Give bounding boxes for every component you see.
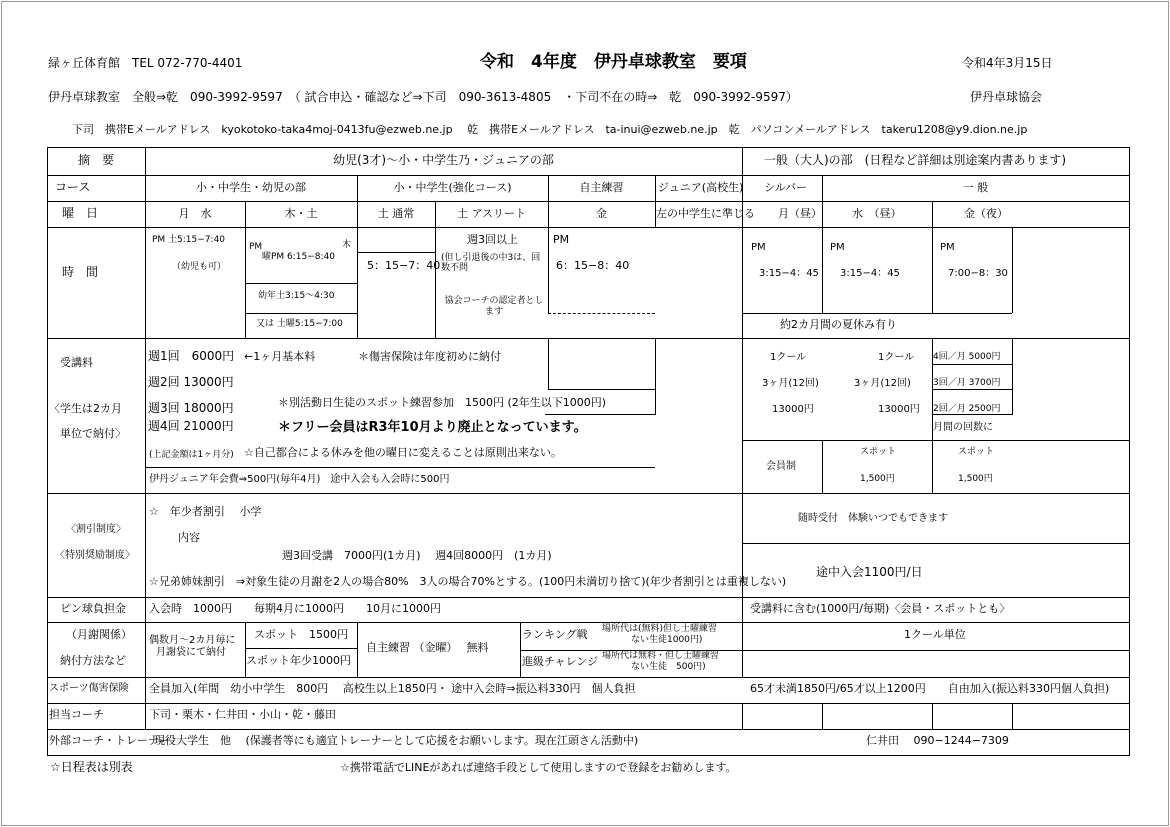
spot-label-1: スポット (860, 447, 897, 457)
fri-fee-2: 2回／月 2500円 (933, 404, 1001, 414)
monthly-spot: スポット 1500円 (254, 628, 348, 641)
ball-fee-junior: 入会時 1000円 毎期4月に1000円 10月に1000円 (149, 602, 441, 615)
silver-period: 3ヶ月(12回) (762, 378, 819, 389)
label-fee-note1: 〈学生は2カ月 (49, 402, 122, 415)
summer-break-note: 約2カ月間の夏休み有り (780, 318, 897, 331)
fee-annual-note: 伊丹ジュニア年会費⇒500円(毎年4月) 途中入会も入会時に500円 (149, 474, 450, 485)
contact-line: 伊丹卓球教室 全般⇒乾 090-3992-9597 （ 試合申込・確認など⇒下司 090-3613-4805 ・下司不在の時⇒ 乾 090-3992-9597） (48, 90, 798, 104)
monthly-spot-youth: スポット年少1000円 (246, 654, 351, 667)
fee-monthly-note: (上記金額は1ヶ月分) (149, 450, 234, 460)
external-coach-text: 現役大学生 他 (保護者等にも適宜トレーナーとして応援をお願いします。現在江頭さん活動中) (154, 734, 639, 747)
monthly-bimonthly: 偶数月～2カ月毎に (149, 635, 236, 646)
time-b1-thu: 木 (342, 240, 352, 250)
ranking-note-2: ない生徒1000円) (631, 635, 703, 645)
wed-price: 13000円 (878, 404, 920, 415)
time-g2: 3:15−4：45 (759, 268, 819, 279)
spot-label-2: スポット (958, 447, 995, 457)
course-advanced: 小・中学生(強化コース) (393, 181, 512, 194)
label-weekday: 曜 日 (62, 206, 99, 220)
discount-content: 週3回受講 7000円(1カ月) 週4回8000円 (1カ月) (282, 549, 552, 562)
wed-cool: 1クール (878, 352, 915, 363)
time-a2: （幼児も可） (172, 262, 227, 272)
fee-absence-note: ☆自己都合による休みを他の曜日に変えることは原則出来ない。 (244, 446, 562, 459)
time-i1: PM (940, 242, 955, 253)
discount-youth: ☆ 年少者割引 小学 (149, 505, 262, 518)
time-h1: PM (830, 242, 845, 253)
coach-names: 下司・栗木・仁井田・小山・乾・藤田 (149, 708, 336, 721)
discount-content-label: 内容 (178, 531, 200, 544)
adult-unit: 1クール単位 (904, 628, 966, 641)
day-wed-noon: 水 （昼） (852, 207, 902, 220)
time-i2: 7:00−8：30 (948, 268, 1008, 279)
day-sat-normal: 土 通常 (377, 207, 415, 220)
fee-week3: 週3回 18000円 (148, 401, 234, 415)
label-ball-fee: ピン球負担金 (60, 602, 126, 615)
fee-insurance-note: ＊傷害保険は年度初めに納付 (358, 350, 501, 363)
org-contact: 緑ヶ丘体育館 TEL 072-770-4401 (48, 56, 243, 70)
course-silver: シルバー (764, 181, 807, 194)
email-line: 下司 携帯Eメールアドレス kyokotoko-taka4moj-0413fu@ezweb.ne.jp 乾 携帯Eメールアドレス ta-inui@ezweb.ne.jp 乾 パソコンメールアドレス takeru1208@y9.dion.ne.jp (72, 123, 1028, 136)
course-self-practice: 自主練習 (579, 181, 624, 194)
fri-fee-3: 3回／月 3700円 (933, 378, 1001, 388)
ball-fee-adult: 受講料に含む(1000円/毎期)〈会員・スポットとも〉 (750, 602, 1011, 615)
fee-spot-note: ＊別活動日生徒のスポット練習参加 1500円 (2年生以下1000円) (278, 396, 607, 409)
join-fee: 途中入会1100円/日 (816, 565, 923, 579)
time-c1: 5：15−7：40 (367, 259, 441, 272)
label-monthly: （月謝関係） (66, 628, 132, 641)
silver-price: 13000円 (772, 404, 814, 415)
schedule-note: ☆日程表は別表 (50, 760, 133, 774)
association-name: 伊丹卓球協会 (970, 90, 1043, 104)
time-g1: PM (751, 242, 766, 253)
line-note: ☆携帯電話でLINEがあれば連絡手段として使用しますので登録をお勧めします。 (340, 761, 737, 774)
trial-note: 随時受付 体験いつでもできます (798, 513, 948, 524)
page-title: 令和 4年度 伊丹卓球教室 要項 (480, 52, 747, 72)
time-d1: 週3回以上 (467, 233, 518, 246)
fri-fee-4: 4回／月 5000円 (933, 352, 1001, 362)
time-e2: 6：15−8：40 (556, 259, 630, 272)
advancement-note-1: 場所代は無料・但し土曜練習 (602, 651, 720, 661)
day-fri: 金 (596, 207, 607, 220)
silver-cool: 1クール (770, 352, 807, 363)
fri-fee-note: 月間の回数に (933, 422, 993, 433)
monthly-self-practice: 自主練習 （金曜） 無料 (366, 641, 489, 654)
fee-week4: 週4回 21000円 (148, 419, 234, 433)
day-junior-note: 左の中学生に準じる (656, 207, 755, 220)
label-fee: 受講料 (60, 356, 93, 369)
monthly-envelope: 月謝袋にて納付 (156, 647, 226, 658)
time-d2: (但し引退後の中3は、回数不問 (441, 253, 541, 273)
label-time: 時 間 (62, 265, 99, 279)
advancement-challenge: 進級チャレンジ (522, 655, 599, 668)
wed-period: 3ヶ月(12回) (854, 378, 911, 389)
spot-price-2: 1,500円 (958, 474, 993, 484)
fee-week1-note: ←1ヶ月基本料 (244, 350, 316, 363)
label-summary: 摘 要 (77, 153, 114, 167)
discount-sibling: ☆兄弟姉妹割引 ⇒対象生徒の月謝を2人の場合80% 3人の場合70%とする。(100円未満切り捨て)(年少者割引とは重複しない) (149, 575, 787, 588)
label-fee-note2: 単位で納付〉 (60, 427, 126, 440)
advancement-note-2: ない生徒 500円) (631, 662, 706, 672)
spot-price-1: 1,500円 (860, 474, 895, 484)
label-special-incentive: 〈特別奨励制度〉 (55, 550, 135, 561)
insurance-junior: 全員加入(年間 幼小中学生 800円 高校生以上1850円・ 途中入会時⇒振込料330円 個人負担 (149, 682, 636, 695)
time-b4: 又は 土曜5:15−7:00 (256, 319, 343, 329)
day-fri-night: 金（夜） (964, 207, 1008, 220)
day-thu-sat: 木・土 (284, 207, 318, 220)
fee-week2: 週2回 13000円 (148, 375, 234, 389)
time-b3: 幼年土3:15～4:30 (258, 291, 335, 301)
label-course: コース (55, 180, 91, 194)
label-discount: 〈割引制度〉 (66, 524, 126, 535)
day-mon-noon: 月（昼） (778, 207, 822, 220)
day-mon-wed: 月 水 (178, 207, 212, 220)
ranking-note-1: 場所代は(無料)但し土曜練習 (602, 624, 718, 634)
time-b2: 曜PM 6:15−8:40 (262, 252, 336, 262)
time-a1: PM 土5:15−7:40 (152, 235, 226, 245)
time-e1: PM (553, 233, 570, 246)
external-coach-phone: 仁井田 090−1244−7309 (866, 734, 1009, 747)
issue-date: 令和4年3月15日 (962, 56, 1053, 70)
summary-junior: 幼児(3才)～小・中学生乃・ジュニアの部 (333, 153, 554, 167)
ranking-match: ランキング戦 (522, 628, 588, 641)
label-payment-method: 納付方法など (60, 654, 126, 667)
fee-week1: 週1回 6000円 (148, 349, 235, 363)
course-junior-high: ジュニア(高校生) (658, 181, 744, 194)
membership-label: 会員制 (766, 461, 796, 472)
time-b1: PM (249, 242, 263, 252)
label-external-coach: 外部コーチ・トレーナー (49, 734, 170, 747)
time-d3: 協会コーチの認定者とします (444, 296, 544, 317)
label-insurance: スポーツ傷害保険 (49, 683, 129, 694)
insurance-adult: 65才未満1850円/65才以上1200円 自由加入(振込料330円個人負担) (750, 682, 1110, 695)
day-sat-athlete: 土 アスリート (456, 207, 527, 220)
label-coach: 担当コーチ (49, 708, 104, 721)
time-h2: 3:15−4：45 (840, 268, 900, 279)
fee-free-member-note: ＊フリー会員はR3年10月より廃止となっています。 (278, 420, 587, 435)
summary-adult: 一般（大人)の部 (日程など詳細は別途案内書あります) (764, 153, 1067, 167)
course-junior-kids: 小・中学生・幼児の部 (196, 181, 306, 194)
course-general: 一 般 (962, 181, 989, 194)
